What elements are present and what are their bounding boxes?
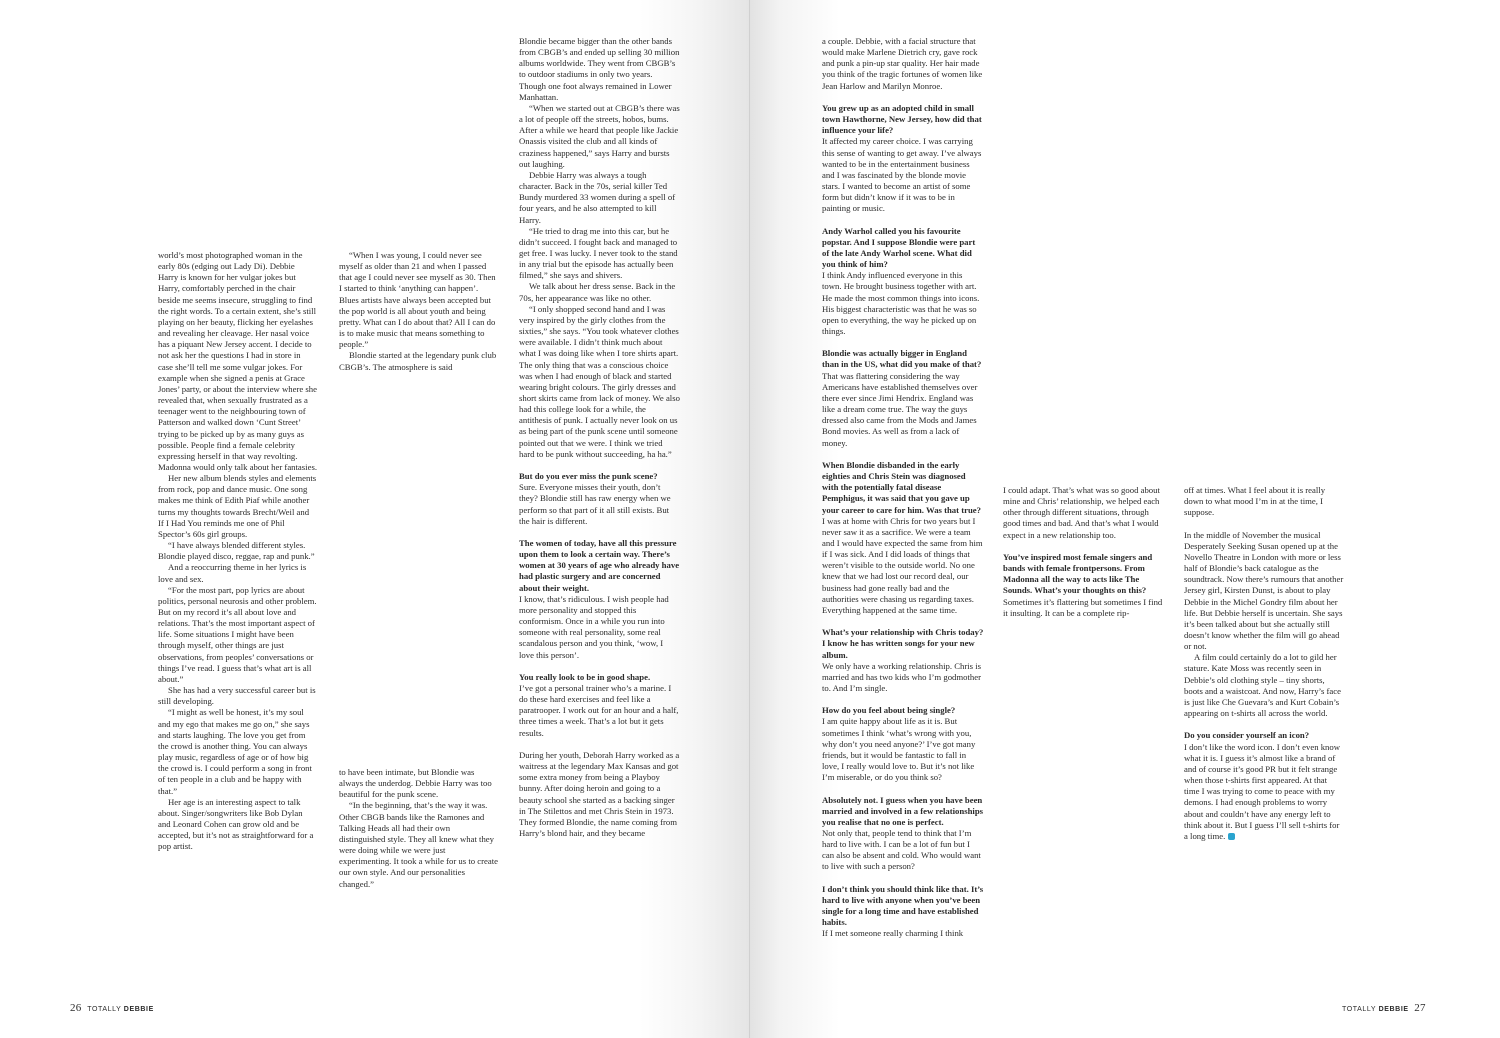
paragraph-text: I don’t like the word icon. I don’t even know what it is. I guess it’s almost like a brand of and of course it’s good PR but it felt strange when those t-shirts first appeared. At that time I was trying to come to peace with my demons. I had enough problems to worry about and couldn’t have any energy left to think about it. But I guess I’ll sell t-shirts for a long time. <box>1184 741 1341 841</box>
body-paragraph: Her new album blends styles and elements from rock, pop and dance music. One song makes me think of Edith Piaf while another turns my thoughts towards Brecht/Weil and If I Had You reminds me one of Phil Spector’s 60s girl groups. <box>158 473 317 539</box>
paragraph-text: Absolutely not. I guess when you have been married and involved in a few relationships you realise that no one is perfect. <box>822 794 984 827</box>
left-column-1 <box>158 250 317 852</box>
interview-answer <box>519 594 680 661</box>
interview-question <box>822 460 984 516</box>
right-folio <box>1342 1002 1426 1014</box>
body-paragraph: “When I was young, I could never see myself as older than 21 and when I passed that age I could never see myself as 30. Then I started to think ‘anything can happen’. Blues artists have always been accepted but the pop world is all about youth and being pretty. What can I do about that? All I can do is to make music that means something to people.” <box>339 250 496 350</box>
interview-question <box>822 627 984 660</box>
interview-answer <box>1003 597 1163 619</box>
paragraph-text: In the middle of November the musical Desperately Seeking Susan opened up at the Novello Theatre in London with more or less half of Blondie’s back catalogue as the soundtrack. Now there’s rumours that another Jersey girl, Kirsten Dunst, is about to play Debbie in the Michel Gondry film about her life. But Debbie herself is uncertain. She says it’s been talked about but she actually still doesn’t know whether the film will go ahead or not. <box>1184 529 1344 652</box>
paragraph-text: “When we started out at CBGB’s there was a lot of people off the streets, hobos, bums. After a while we heard that people like Jackie Onassis visited the club and all kinds of craziness happened,” says Harry and bursts out laughing. <box>519 102 680 169</box>
paragraph-text: The women of today, have all this pressure upon them to look a certain way. There’s women at 30 years of age who already have had plastic surgery and are concerned about their weight. <box>519 538 680 593</box>
interview-answer <box>822 270 984 337</box>
right-column-1 <box>822 36 984 940</box>
body-paragraph: “I have always blended different styles. Blondie played disco, reggae, rap and punk.” <box>158 540 315 562</box>
interview-question <box>822 348 984 370</box>
paragraph-text: off at times. What I feel about it is really down to what mood I’m in at the time, I suppose. <box>1184 485 1326 518</box>
interview-question <box>519 538 680 594</box>
body-paragraph <box>519 36 680 103</box>
paragraph-text: I could adapt. That’s what was so good about mine and Chris’ relationship, we helped each other through different situations, through good times and bad. And that’s what I would expect in a new relationship too. <box>1003 485 1160 540</box>
paragraph-text: How do you feel about being single? <box>822 705 956 716</box>
interview-answer <box>1184 485 1344 518</box>
paragraph-text: You grew up as an adopted child in small town Hawthorne, New Jersey, how did that influence your life? <box>822 102 982 136</box>
interview-question <box>822 884 984 929</box>
body-paragraph: She has had a very successful career but is still developing. <box>158 685 316 707</box>
page-number: 26 <box>70 1002 82 1014</box>
interview-answer <box>822 136 984 214</box>
right-column-2 <box>1003 485 1163 619</box>
body-paragraph <box>519 226 680 282</box>
interview-answer <box>822 661 984 694</box>
body-paragraph <box>519 170 680 226</box>
paragraph-text: What’s your relationship with Chris today? I know he has written songs for your new album. <box>822 627 984 660</box>
body-paragraph <box>1184 652 1344 719</box>
paragraph-text: We talk about her dress sense. Back in the 70s, her appearance was like no other. <box>519 281 676 303</box>
body-paragraph: to have been intimate, but Blondie was always the underdog. Debbie Harry was too beautiful for the punk scene. <box>339 767 492 800</box>
paragraph-text: Andy Warhol called you his favourite popstar. And I suppose Blondie were part of the late Andy Warhol scene. What did you think of him? <box>822 225 976 270</box>
paragraph-text: “I only shopped second hand and I was very inspired by the girly clothes from the sixties,” she says. “You took whatever clothes were available. I didn’t think much about what I was doing like when I tore shirts apart. The only thing that was a conscious choice was when I had enough of black and started wearing bright colours. The girly dresses and short skirts came from lack of money. We also had this college look for a while, the antithesis of punk. I actually never look on us as being part of the punk scene until someone pointed out that we were. I think we tried hard to be punk without succeeding, ha ha.” <box>519 303 680 459</box>
paragraph-text: You’ve inspired most female singers and bands with female frontpersons. From Madonna all the way to acts like The Sounds. What’s your thoughts on this? <box>1003 551 1153 596</box>
interview-question <box>822 705 984 716</box>
left-column-2-top <box>339 250 498 373</box>
body-paragraph <box>519 281 680 303</box>
paragraph-text: I am quite happy about life as it is. But sometimes I think ‘what’s wrong with you, why don’t you need anyone?’ I’ve got many friends, but it would be fantastic to fall in love, I really would love to. But it’s not like I’m miserable, or do you think so? <box>822 716 976 783</box>
interview-question <box>822 103 984 136</box>
magazine-section: TOTALLY DEBBIE <box>87 1006 154 1013</box>
end-of-article-icon <box>1228 833 1235 840</box>
paragraph-text: When Blondie disbanded in the early eighties and Chris Stein was diagnosed with the potentially fatal disease Pemphigus, it was said that you gave up your career to care for him. Was that true? <box>822 459 981 515</box>
paragraph-text: a couple. Debbie, with a facial structure that would make Marlene Dietrich cry, gave rock and punk a pin-up star quality. Her hair made you think of the tragic fortunes of women like Jean Harlow and Marilyn Monroe. <box>822 36 983 91</box>
paragraph-text: I think Andy influenced everyone in this town. He brought business together with art. He made the most common things into icons. His biggest characteristic was that he was so open to everything, the way he picked up on things. <box>822 270 980 337</box>
interview-answer <box>519 482 680 527</box>
paragraph-text: Debbie Harry was always a tough character. Back in the 70s, serial killer Ted Bundy murdered 33 women during a spell of four years, and he also attempted to kill Harry. <box>519 169 676 225</box>
paragraph-text: But do you ever miss the punk scene? <box>519 471 658 482</box>
paragraph-text: During her youth, Deborah Harry worked as a waitress at the legendary Max Kansas and got some extra money from being a Playboy bunny. After doing heroin and going to a beauty school she started as a backing singer in The Stilettos and met Chris Stein in 1973. They formed Blondie, the name coming from Harry’s blond hair, and they became <box>519 749 680 839</box>
body-paragraph: “For the most part, pop lyrics are about politics, personal neurosis and other problem. But on my record it’s all about love and relations. That’s the most important aspect of life. Some situations I might have been through myself, other things are just observations, from peoples’ conversations or things I’ve read. I guess that’s what art is all about.” <box>158 584 317 684</box>
paragraph-text: Not only that, people tend to think that I’m hard to live with. I can be a lot of fun but I can also be absent and cold. Who would want to live with such a person? <box>822 827 981 872</box>
left-folio <box>70 1002 154 1014</box>
interview-question <box>822 226 984 271</box>
paragraph-text: I don’t think you should think like that. It’s hard to live with anyone when you’ve been single for a long time and have established habits. <box>822 883 984 928</box>
paragraph-text: Do you consider yourself an icon? <box>1184 730 1310 741</box>
paragraph-text: We only have a working relationship. Chris is married and has two kids who I’m godmother to. And I’m single. <box>822 660 982 693</box>
body-paragraph: And a reoccurring theme in her lyrics is love and sex. <box>158 562 307 584</box>
paragraph-text: That was flattering considering the way Americans have established themselves over there ever since Jimi Hendrix. England was like a dream come true. The way the guys dressed also came from the Mods and James Bond movies. As well as from a lack of money. <box>822 370 978 448</box>
interview-answer <box>1184 742 1344 842</box>
paragraph-text: I’ve got a personal trainer who’s a marine. I do these hard exercises and feel like a paratrooper. I work out for an hour and a half, three times a week. That’s a lot but it gets results. <box>519 683 679 738</box>
right-column-3 <box>1184 485 1344 842</box>
paragraph-text: A film could certainly do a lot to gild her stature. Kate Moss was recently seen in Debbie’s old clothing style – tiny shorts, boots and a waistcoat. And now, Harry’s face is just like Che Guevara’s and Kurt Cobain’s appearing on t-shirts all across the world. <box>1184 652 1341 719</box>
interview-answer <box>822 36 984 92</box>
interview-question <box>519 471 680 482</box>
interview-answer <box>822 516 984 616</box>
magazine-section: TOTALLY DEBBIE <box>1342 1006 1409 1013</box>
paragraph-text: Blondie became bigger than the other bands from CBGB’s and ended up selling 30 million albums worldwide. They went from CBGB’s to outdoor stadiums in only two years. Though one foot always remained in Lower Manhattan. <box>519 36 680 102</box>
interview-answer <box>1003 485 1163 541</box>
page-number: 27 <box>1414 1002 1426 1014</box>
body-paragraph <box>519 304 680 460</box>
paragraph-text: It affected my career choice. I was carrying this sense of wanting to get away. I’ve always wanted to be in the entertainment business and I was fascinated by the blonde movie stars. I wanted to become an artist of some form but didn’t know if it was to be in painting or music. <box>822 136 982 214</box>
interview-answer <box>822 371 984 449</box>
paragraph-text: Sure. Everyone misses their youth, don’t they? Blondie still has raw energy when we perform so that part of it all still exists. But the hair is different. <box>519 482 671 526</box>
left-column-2-bottom <box>339 767 498 890</box>
interview-question <box>822 795 984 828</box>
body-paragraph: “I might as well be honest, it’s my soul and my ego that makes me go on,” she says and starts laughing. The love you get from the crowd is another thing. You can always play music, regardless of age or of how big the crowd is. I could perform a song in front of ten people in a club and be happy with that.” <box>158 707 312 796</box>
interview-answer <box>519 683 680 739</box>
body-paragraph <box>519 750 680 839</box>
body-paragraph: Blondie started at the legendary punk club CBGB’s. The atmosphere is said <box>339 350 497 372</box>
paragraph-text: I was at home with Chris for two years but I never saw it as a sacrifice. We were a team and I would have expected the same from him if I was sick. And I did loads of things that weren’t visible to the outside world. No one knew that we had lost our record deal, our business had gone really bad and the authorities were chasing us regarding taxes. Everything happened at the same time. <box>822 515 983 615</box>
paragraph-text: Blondie was actually bigger in England than in the US, what did you make of that? <box>822 348 982 370</box>
interview-question <box>1184 730 1344 741</box>
interview-answer <box>822 716 984 783</box>
right-page <box>750 0 1500 1038</box>
body-paragraph: Her age is an interesting aspect to talk about. Singer/songwriters like Bob Dylan and Leonard Cohen can grow old and be accepted, but it’s not as straightforward for a pop artist. <box>158 796 314 852</box>
paragraph-text: I know, that’s ridiculous. I wish people had more personality and stopped this conformism. Once in a while you run into someone with real personality, some real scandalous person and you think, ‘wow, I love this person’. <box>519 593 669 660</box>
paragraph-text: If I met someone really charming I think <box>822 928 964 939</box>
interview-question <box>519 672 680 683</box>
body-paragraph: world’s most photographed woman in the early 80s (edging out Lady Di). Debbie Harry is known for her vulgar jokes but Harry, comfortably perched in the chair beside me seems insecure, struggling to find the right words. To a certain extent, she’s still playing on her beauty, flicking her eyelashes and revealing her cleavage. Her nasal voice has a piquant New Jersey accent. I decide to not ask her the questions I had in store in case she’ll tell me some vulgar jokes. For example when she signed a penis at Grace Jones’ party, or about the interview where she revealed that, when sexually frustrated as a teenager went to the neighbouring town of Patterson and walked down ‘Cunt Street’ trying to be picked up by as many guys as possible. People find a female celebrity expressing herself in that way revolting. Madonna would only talk about her fantasies. <box>158 250 317 472</box>
interview-answer <box>822 928 984 939</box>
interview-question <box>1003 552 1163 597</box>
body-paragraph: “In the beginning, that’s the way it was. Other CBGB bands like the Ramones and Talking Heads all had their own distinguished style. They all knew what they were doing while we were just experimenting. It took a while for us to create our own style. And our personalities changed.” <box>339 800 498 889</box>
body-paragraph <box>1184 530 1344 653</box>
left-column-3 <box>519 36 680 839</box>
paragraph-text: “He tried to drag me into this car, but he didn’t succeed. I fought back and managed to get free. I was lucky. I never took to the stand in any trial but the episode has actually been filmed,” she says and shivers. <box>519 225 678 281</box>
paragraph-text: You really look to be in good shape. <box>519 671 651 682</box>
paragraph-text: Sometimes it’s flattering but sometimes I find it insulting. It can be a complete rip- <box>1003 596 1163 618</box>
body-paragraph <box>519 103 680 170</box>
interview-answer <box>822 828 984 873</box>
